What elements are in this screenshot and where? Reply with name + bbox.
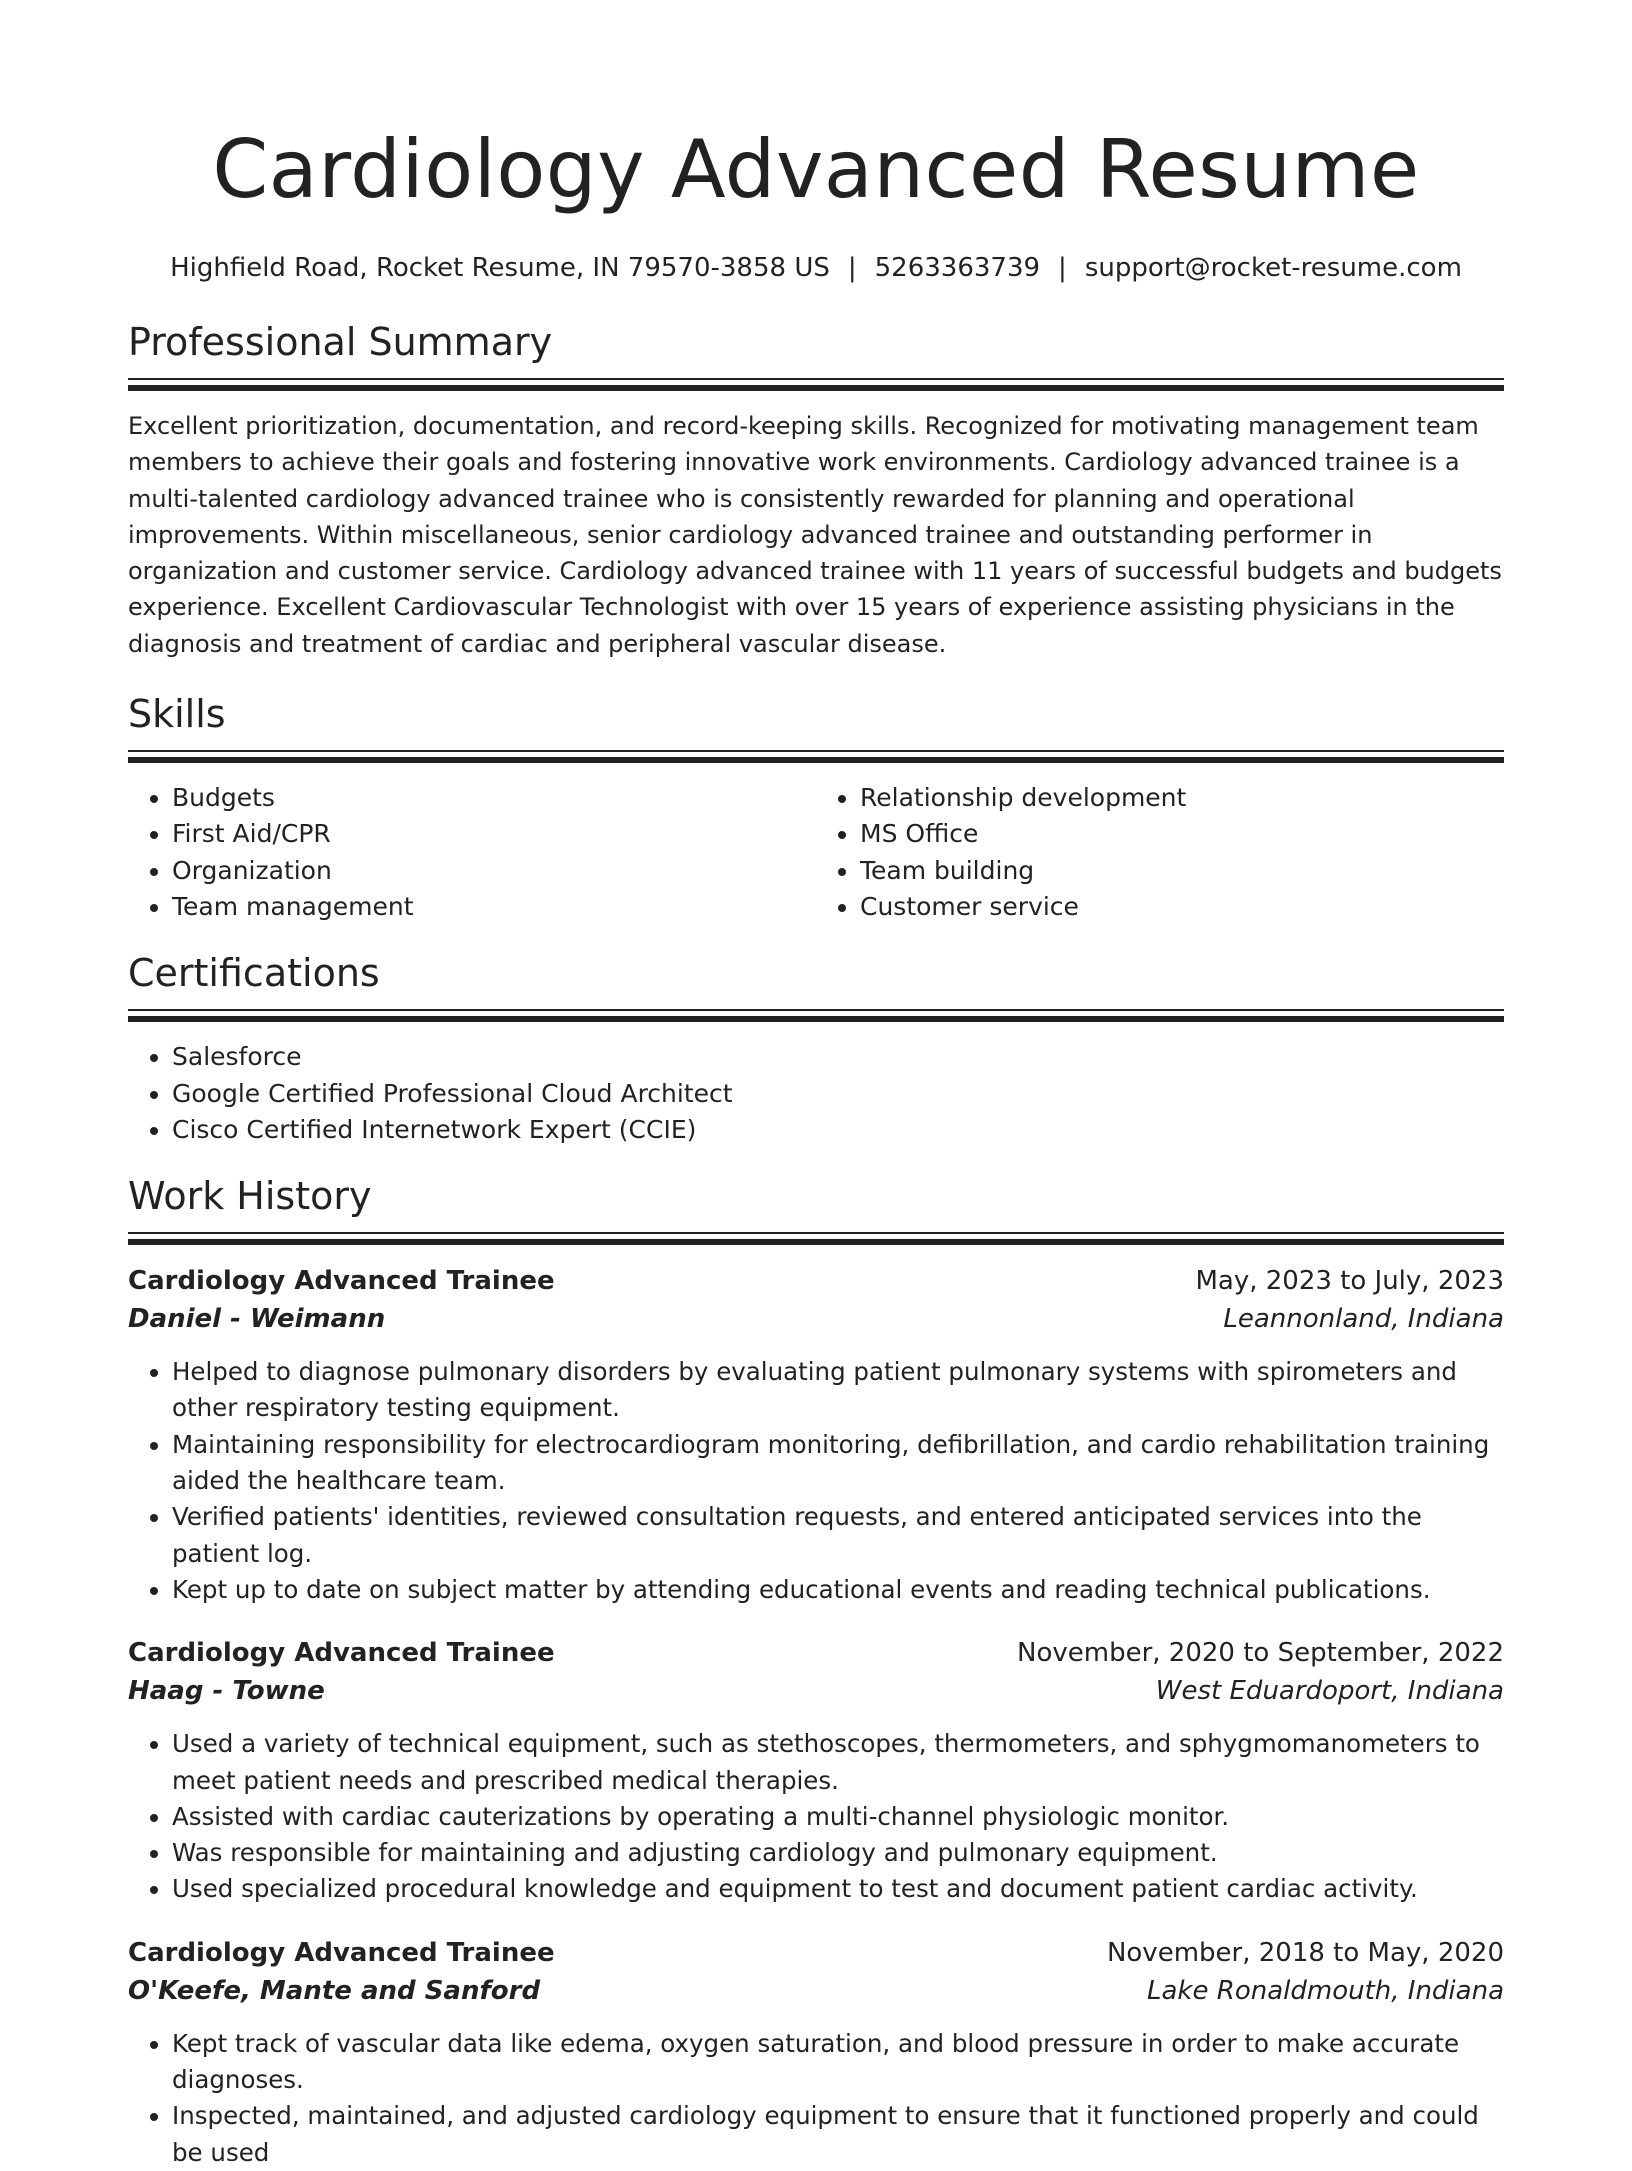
certification-item: • Google Certified Professional Cloud Architect [172, 1076, 1504, 1112]
job-bullet: • Assisted with cardiac cauterizations by operating a multi-channel physiologic monitor. [172, 1799, 1504, 1835]
job-bullet: • Was responsible for maintaining and adjusting cardiology and pulmonary equipment. [172, 1835, 1504, 1871]
skills-section [128, 688, 1504, 925]
resume-title: Cardiology Advanced Resume [212, 123, 1420, 216]
summary-section [128, 316, 1504, 662]
work-heading: Work History [128, 1174, 372, 1219]
skills-right-list [816, 780, 1504, 925]
job-bullet-list [128, 1726, 1504, 1907]
contact-separator: | [1058, 253, 1067, 283]
job-header-row [128, 1634, 1504, 1672]
certification-item: • Salesforce [172, 1039, 1504, 1075]
job-company: Haag - Towne [128, 1676, 325, 1707]
certifications-section [128, 947, 1504, 1148]
skill-item: • Relationship development [860, 780, 1504, 816]
job-company: Daniel - Weimann [128, 1304, 386, 1335]
job-dates: November, 2018 to May, 2020 [1106, 1937, 1504, 1968]
job-entry [128, 1634, 1504, 1907]
skill-item: • Budgets [172, 780, 816, 816]
skills-columns [128, 780, 1504, 925]
section-divider [128, 750, 1504, 764]
job-subheader-row [128, 1672, 1504, 1710]
certifications-heading: Certifications [128, 951, 380, 996]
job-bullet: • Inspected, maintained, and adjusted cardiology equipment to ensure that it functioned properly and could be used [172, 2098, 1504, 2171]
job-bullet: • Used specialized procedural knowledge and equipment to test and document patient cardiac activity. [172, 1871, 1504, 1907]
job-location: West Eduardoport, Indiana [1155, 1676, 1504, 1707]
job-subheader-row [128, 1972, 1504, 2010]
job-title: Cardiology Advanced Trainee [128, 1266, 555, 1297]
summary-heading: Professional Summary [128, 320, 553, 364]
skill-item: • First Aid/CPR [172, 816, 816, 852]
contact-separator: | [847, 253, 857, 283]
section-divider [128, 1009, 1504, 1023]
skills-left-list [128, 780, 816, 925]
skill-item: • Organization [172, 853, 816, 889]
job-entry [128, 1934, 1504, 2171]
job-title: Cardiology Advanced Trainee [128, 1937, 555, 1968]
job-title: Cardiology Advanced Trainee [128, 1638, 555, 1669]
skills-heading: Skills [128, 692, 226, 737]
job-dates: May, 2023 to July, 2023 [1195, 1266, 1504, 1297]
job-bullet: • Kept up to date on subject matter by attending educational events and reading technical publications. [172, 1572, 1504, 1608]
skill-item: • Team building [860, 853, 1504, 889]
work-section [128, 1170, 1504, 2171]
job-dates: November, 2020 to September, 2022 [1017, 1638, 1504, 1669]
skill-item: • Team management [172, 889, 816, 925]
contact-address: Highfield Road, Rocket Resume, IN 79570-3858 US [170, 253, 830, 283]
section-divider [128, 1232, 1504, 1246]
skill-item: • Customer service [860, 889, 1504, 925]
job-bullet: • Used a variety of technical equipment, such as stethoscopes, thermometers, and sphygmomanometers to meet patient needs and prescribed medical therapies. [172, 1726, 1504, 1799]
certifications-list [128, 1039, 1504, 1148]
job-bullet: • Helped to diagnose pulmonary disorders by evaluating patient pulmonary systems with spirometers and other respiratory testing equipment. [172, 1354, 1504, 1427]
skill-item: • MS Office [860, 816, 1504, 852]
summary-text: Excellent prioritization, documentation, and record-keeping skills. Recognized for motivating management team members to achieve their goals and fostering innovative work environments. Cardiology advanced trainee is a multi-talented cardiology advanced trainee who is consistently rewarded for planning and operational improvements. Within miscellaneous, senior cardiology advanced trainee and outstanding performer in organization and customer service. Cardiology advanced trainee with 11 years of successful budgets and budgets experience. Excellent Cardiovascular Technologist with over 15 years of experience assisting physicians in the diagnosis and treatment of cardiac and peripheral vascular disease. [128, 412, 1502, 658]
job-bullet-list [128, 1354, 1504, 1608]
certification-item: • Cisco Certified Internetwork Expert (CCIE) [172, 1112, 1504, 1148]
contact-phone: 5263363739 [874, 253, 1041, 283]
job-bullet-list [128, 2026, 1504, 2171]
job-bullet: • Maintaining responsibility for electrocardiogram monitoring, defibrillation, and cardio rehabilitation training aided the healthcare team. [172, 1427, 1504, 1500]
job-header-row [128, 1262, 1504, 1300]
job-subheader-row [128, 1300, 1504, 1338]
contact-email: support@rocket-resume.com [1084, 253, 1462, 283]
job-entry [128, 1262, 1504, 1608]
job-bullet: • Verified patients' identities, reviewed consultation requests, and entered anticipated services into the patient log. [172, 1499, 1504, 1572]
job-bullet: • Kept track of vascular data like edema, oxygen saturation, and blood pressure in order to make accurate diagnoses. [172, 2026, 1504, 2099]
job-location: Lake Ronaldmouth, Indiana [1147, 1975, 1504, 2006]
job-location: Leannonland, Indiana [1223, 1304, 1504, 1335]
job-header-row [128, 1934, 1504, 1972]
job-company: O'Keefe, Mante and Sanford [128, 1975, 541, 2006]
contact-line [128, 250, 1504, 286]
section-divider [128, 378, 1504, 392]
